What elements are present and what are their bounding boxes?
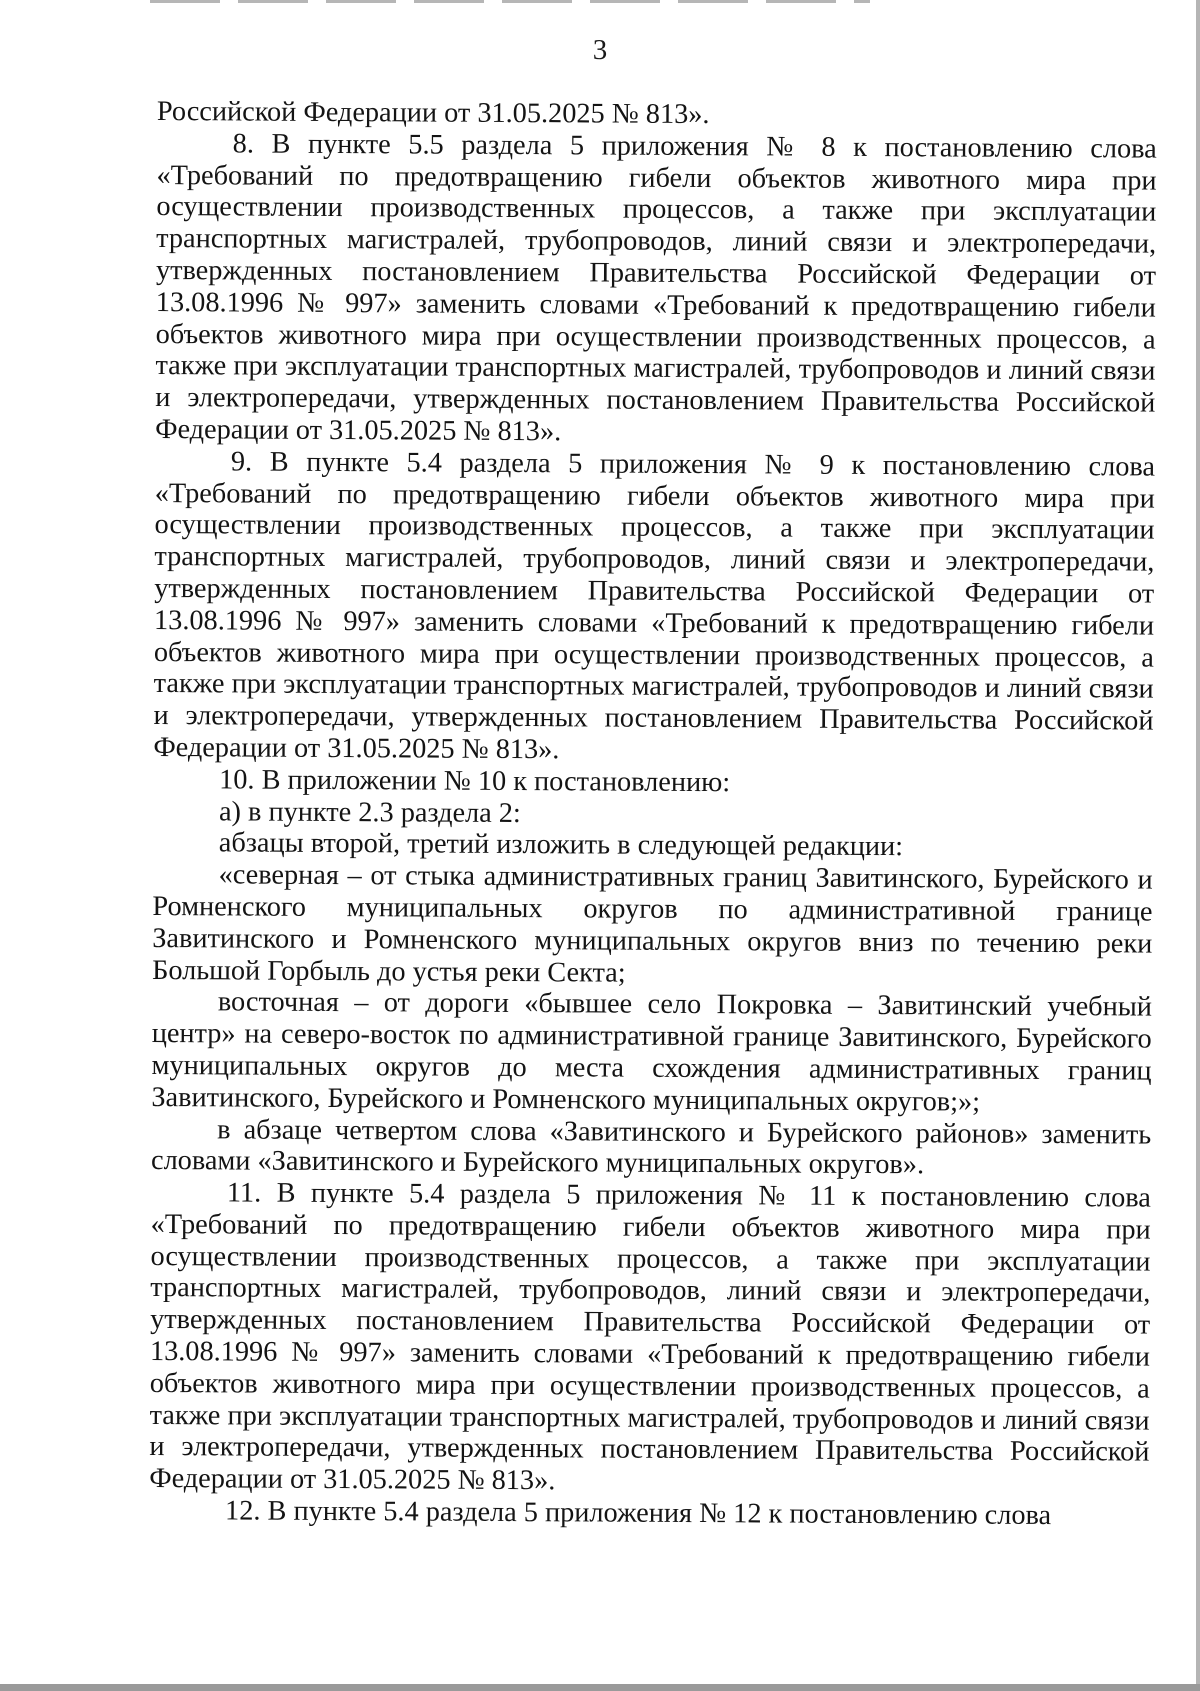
paragraph-abzacy: абзацы второй, третий изложить в следующей редакции: (218, 827, 904, 863)
paragraph-item-10: 10. В приложении № 10 к постановлению: (219, 764, 731, 798)
paragraph-northern-border: «северная – от стыка административных границ Завитинского, Бурейского и Ромненского муниципальных округов по административной границе Завитинского и Ромненского муниципальных округов вниз по течению реки Большой Горбыль до устья реки Секта; (152, 859, 1153, 989)
paragraph-item-12: 12. В пункте 5.4 раздела 5 приложения № 12 к постановлению слова (225, 1495, 1052, 1532)
scan-artifact-bottom-edge (0, 1684, 1200, 1691)
paragraph-item-11: 11. В пункте 5.4 раздела 5 приложения № 11 к постановлению слова «Требований по предотвращению гибели объектов животного мира при осуществлении производственных процессов, а также при эксплуатации транспортных магистралей, трубопроводов, линий связи и электропередачи, утвержденных постановлением Правительства Российской Федерации от 13.08.1996 № 997» заменить словами «Требований к предотвращению гибели объектов животного мира при осуществлении производственных процессов, а также при эксплуатации транспортных магистралей, трубопроводов и линий связи и электропередачи, утвержденных постановлением Правительства Российской Федерации от 31.05.2025 № 813». (149, 1177, 1151, 1497)
paragraph-continuation: Российской Федерации от 31.05.2025 № 813». (156, 96, 710, 131)
page-number: 3 (592, 34, 608, 66)
paragraph-subitem-a: а) в пункте 2.3 раздела 2: (218, 795, 521, 829)
paragraph-item-8: 8. В пункте 5.5 раздела 5 приложения № 8 к постановлению слова «Требований по предотвращению гибели объектов животного мира при осуществлении производственных процессов, а также при эксплуатации транспортных магистралей, трубопроводов, линий связи и электропередачи, утвержденных постановлением Правительства Российской Федерации от 13.08.1996 № 997» заменить словами «Требований к предотвращению гибели объектов животного мира при осуществлении производственных процессов, а также при эксплуатации транспортных магистралей, трубопроводов и линий связи и электропередачи, утвержденных постановлением Правительства Российской Федерации от 31.05.2025 № 813». (155, 128, 1157, 448)
document-body (149, 96, 1157, 1532)
paragraph-item-9: 9. В пункте 5.4 раздела 5 приложения № 9 к постановлению слова «Требований по предотвращению гибели объектов животного мира при осуществлении производственных процессов, а также при эксплуатации транспортных магистралей, трубопроводов, линий связи и электропередачи, утвержденных постановлением Правительства Российской Федерации от 13.08.1996 № 997» заменить словами «Требований к предотвращению гибели объектов животного мира при осуществлении производственных процессов, а также при эксплуатации транспортных магистралей, трубопроводов и линий связи и электропередачи, утвержденных постановлением Правительства Российской Федерации от 31.05.2025 № 813». (153, 446, 1156, 766)
scan-artifact-top (150, 0, 870, 3)
scan-artifact-right-edge (1196, 0, 1200, 1691)
paragraph-fourth-abzac: в абзаце четвертом слова «Завитинского и Бурейского районов» заменить словами «Завитинского и Бурейского муниципальных округов». (150, 1113, 1152, 1181)
paragraph-eastern-border: восточная – от дороги «бывшее село Покровка – Завитинский учебный центр» на северо-восток по административной границе Завитинского, Бурейского муниципальных округов до места схождения административных границ Завитинского, Бурейского и Ромненского муниципальных округов;»; (151, 986, 1153, 1118)
